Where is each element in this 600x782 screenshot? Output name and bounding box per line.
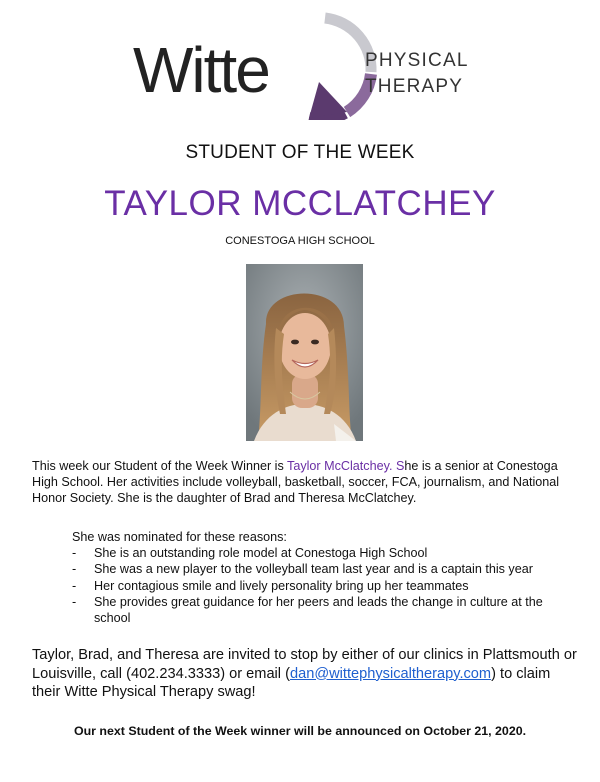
- student-photo-art: [246, 264, 363, 441]
- logo-sub-line2: THERAPY: [365, 76, 464, 97]
- witte-logo-graphic: [133, 12, 478, 120]
- reason-item: - She is an outstanding role model at Conestoga High School: [72, 546, 428, 561]
- student-name: TAYLOR MCCLATCHEY: [104, 184, 496, 223]
- reasons-lead: She was nominated for these reasons:: [72, 530, 287, 544]
- witte-logo: [133, 12, 478, 120]
- invite-text-start: Taylor, Brad, and Theresa are invited to stop by either of our clinics in Plattsmouth or Louisville, call (402.234.3333) or email (: [32, 647, 577, 682]
- invite-text-end: ) to claim their Witte Physical Therapy swag!: [32, 665, 551, 701]
- reason-item: - She was a new player to the volleyball team last year and is a captain this year: [72, 562, 533, 577]
- nomination-reasons: [72, 529, 572, 626]
- intro-text-start: This week our Student of the Week Winner is: [32, 459, 288, 473]
- invitation-paragraph: [32, 646, 577, 702]
- reason-text: She is an outstanding role model at Conestoga High School: [94, 546, 428, 561]
- reason-item: - She provides great guidance for her peers and leads the change in culture at the school: [72, 594, 543, 626]
- school-name: CONESTOGA HIGH SCHOOL: [225, 235, 375, 247]
- email-link[interactable]: dan@wittephysicaltherapy.com: [289, 665, 492, 682]
- logo-brand-text: Witte: [133, 34, 269, 106]
- reason-text: Her contagious smile and lively personality bring up her teammates: [94, 578, 469, 593]
- reason-item: - Her contagious smile and lively personality bring up her teammates: [72, 578, 469, 593]
- section-title: STUDENT OF THE WEEK: [185, 142, 415, 163]
- reasons-list: [72, 545, 572, 626]
- intro-name-highlight: Taylor McClatchey. S: [287, 459, 405, 473]
- intro-text-rest: he is a senior at Conestoga High School. Her activities include volleyball, basketball, soccer, FCA, journalism, and National Honor Society. She is the daughter of Brad and Theresa McClatchey.: [32, 459, 560, 506]
- student-photo: [246, 264, 363, 441]
- next-winner-announcement: Our next Student of the Week winner will be announced on October 21, 2020.: [73, 724, 527, 738]
- reason-text: She was a new player to the volleyball team last year and is a captain this year: [94, 562, 533, 577]
- intro-paragraph: [32, 458, 572, 507]
- logo-wedge: [309, 82, 347, 118]
- logo-sub-line1: PHYSICAL: [365, 50, 469, 71]
- reason-text: She provides great guidance for her peers and leads the change in culture at the school: [94, 594, 543, 626]
